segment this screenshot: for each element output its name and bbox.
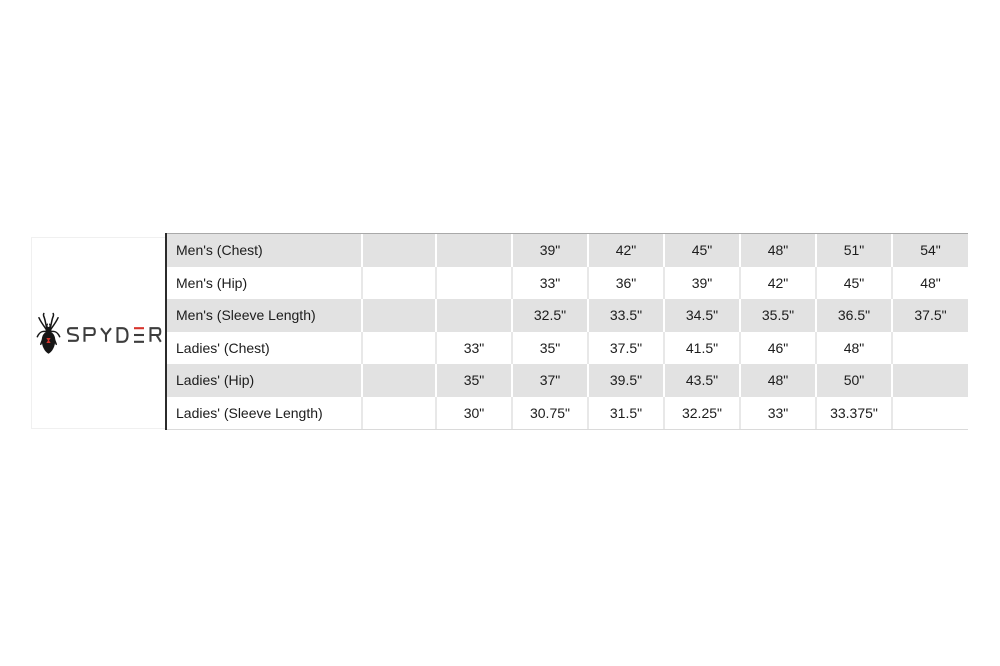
empty-cell [435, 234, 511, 267]
size-value-cell: 35" [435, 364, 511, 397]
size-value-cell: 37.5" [587, 332, 663, 365]
size-value-cell: 33" [511, 267, 587, 300]
size-value-cell: 39" [663, 267, 739, 300]
size-value-cell: 32.5" [511, 299, 587, 332]
spyder-wordmark [66, 324, 163, 345]
size-value-cell: 35" [511, 332, 587, 365]
row-label: Ladies' (Sleeve Length) [167, 397, 361, 430]
size-value-cell: 31.5" [587, 397, 663, 430]
size-value-cell: 34.5" [663, 299, 739, 332]
size-value-cell: 33" [739, 397, 815, 430]
size-value-cell: 33" [435, 332, 511, 365]
size-value-cell: 35.5" [739, 299, 815, 332]
size-chart [165, 233, 970, 430]
size-value-cell: 54" [891, 234, 968, 267]
empty-cell [361, 234, 435, 267]
size-chart-row-3 [167, 332, 968, 365]
empty-cell [361, 397, 435, 430]
size-value-cell: 41.5" [663, 332, 739, 365]
size-value-cell: 42" [739, 267, 815, 300]
spider-icon [35, 311, 62, 356]
size-value-cell: 48" [739, 234, 815, 267]
size-value-cell: 48" [891, 267, 968, 300]
empty-cell [891, 364, 968, 397]
size-value-cell: 48" [815, 332, 891, 365]
empty-cell [361, 267, 435, 300]
size-value-cell: 30.75" [511, 397, 587, 430]
empty-cell [891, 332, 968, 365]
size-chart-row-1 [167, 267, 968, 300]
size-chart-table [167, 233, 968, 430]
size-value-cell: 45" [663, 234, 739, 267]
size-chart-row-0 [167, 234, 968, 267]
empty-cell [361, 364, 435, 397]
size-value-cell: 50" [815, 364, 891, 397]
size-value-cell: 43.5" [663, 364, 739, 397]
empty-cell [435, 299, 511, 332]
size-value-cell: 36" [587, 267, 663, 300]
row-label: Ladies' (Chest) [167, 332, 361, 365]
empty-cell [361, 299, 435, 332]
size-value-cell: 32.25" [663, 397, 739, 430]
empty-cell [361, 332, 435, 365]
size-value-cell: 39.5" [587, 364, 663, 397]
size-value-cell: 46" [739, 332, 815, 365]
row-label: Men's (Chest) [167, 234, 361, 267]
row-label: Ladies' (Hip) [167, 364, 361, 397]
size-chart-row-4 [167, 364, 968, 397]
size-value-cell: 45" [815, 267, 891, 300]
spyder-logo [31, 237, 166, 429]
empty-cell [435, 267, 511, 300]
size-value-cell: 30" [435, 397, 511, 430]
size-value-cell: 37.5" [891, 299, 968, 332]
row-label: Men's (Sleeve Length) [167, 299, 361, 332]
empty-cell [891, 397, 968, 430]
size-value-cell: 33.5" [587, 299, 663, 332]
size-value-cell: 37" [511, 364, 587, 397]
size-value-cell: 48" [739, 364, 815, 397]
size-value-cell: 36.5" [815, 299, 891, 332]
size-value-cell: 33.375" [815, 397, 891, 430]
size-value-cell: 51" [815, 234, 891, 267]
size-chart-row-2 [167, 299, 968, 332]
size-value-cell: 39" [511, 234, 587, 267]
size-value-cell: 42" [587, 234, 663, 267]
size-chart-row-5 [167, 397, 968, 430]
row-label: Men's (Hip) [167, 267, 361, 300]
